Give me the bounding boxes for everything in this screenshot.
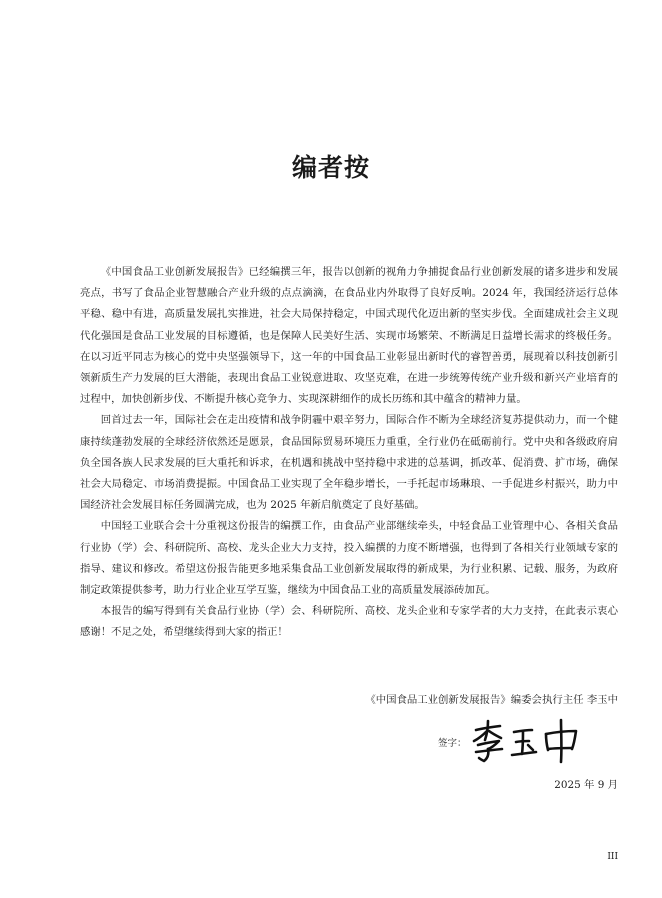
signature-label: 签字： bbox=[438, 738, 467, 749]
page-number: III bbox=[607, 852, 618, 862]
editor-attribution: 《中国食品工业创新发展报告》编委会执行主任 李玉中 bbox=[365, 694, 618, 706]
paragraph: 中国轻工业联合会十分重视这份报告的编撰工作，由食品产业部继续牵头，中轻食品工业管理中心、各相关食品行业协（学）会、科研院所、高校、龙头企业大力支持，投入编撰的力度不断增强，也得到了各相关行业领域专家的指导、建议和修改。希望这份报告能更多地采集食品工业创新发展取得的新成果，为行业积累、记载、服务，为政府制定政策提供参考，助力行业企业互学互鉴，继续为中国食品工业的高质量发展添砖加瓦。 bbox=[80, 520, 618, 597]
page-title: 编者按 bbox=[291, 153, 370, 182]
body-text bbox=[80, 262, 618, 644]
paragraph: 回首过去一年，国际社会在走出疫情和战争阴霾中艰辛努力，国际合作不断为全球经济复苏提供动力，而一个健康持续蓬勃发展的全球经济依然还是愿景，食品国际贸易环境压力重重，全行业仍在砥砺前行。党中央和各级政府肩负全国各族人民求发展的巨大重托和诉求，在机遇和挑战中坚持稳中求进的总基调，抓改革、促消费、扩市场，确保社会大局稳定、市场消费提振。中国食品工业实现了全年稳步增长，一手托起市场琳琅、一手促进乡村振兴，助力中国经济社会发展目标任务圆满完成，也为 2025 年新启航奠定了良好基础。 bbox=[80, 414, 618, 512]
signature-block bbox=[438, 718, 578, 764]
paragraph: 本报告的编写得到有关食品行业协（学）会、科研院所、高校、龙头企业和专家学者的大力支持，在此表示衷心感谢！不足之处，希望继续得到大家的指正！ bbox=[80, 605, 618, 639]
paragraph: 《中国食品工业创新发展报告》已经编撰三年，报告以创新的视角力争捕捉食品行业创新发展的诸多进步和发展亮点，书写了食品企业智慧融合产业升级的点点滴滴，在食品业内外取得了良好反响。2024 年，我国经济运行总体平稳、稳中有进，高质量发展扎实推进，社会大局保持稳定，中国式现代化迈出新的坚实步伐。全面建成社会主义现代化强国是食品工业发展的目标遵循，也是保障人民美好生活、实现市场繁荣、不断满足日益增长需求的终极任务。在以习近平同志为核心的党中央坚强领导下，这一年的中国食品工业彰显出新时代的睿智善勇，展现着以科技创新引领新质生产力发展的巨大潜能，表现出食品工业锐意进取、攻坚克难，在进一步统筹传统产业升级和新兴产业培育的过程中，加快创新步伐、不断提升核心竞争力、实现深耕细作的成长历练和其中蕴含的精神力量。 bbox=[80, 266, 618, 406]
date: 2025 年 9 月 bbox=[554, 779, 618, 791]
handwritten-signature bbox=[470, 718, 592, 764]
